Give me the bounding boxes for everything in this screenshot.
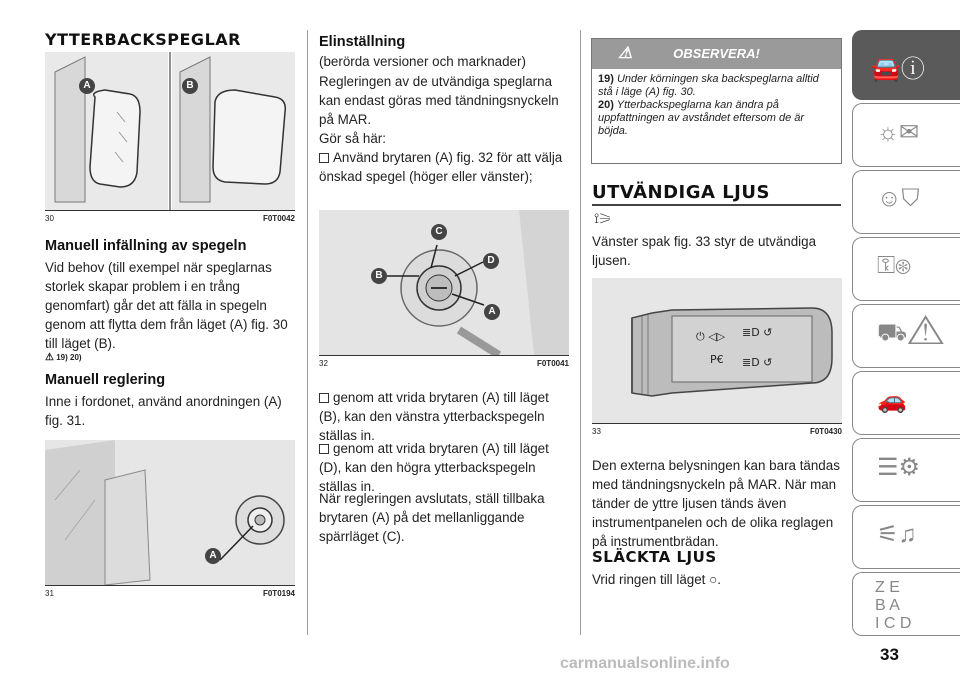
bullet-item: genom att vrida brytaren (A) till läget (B), kan den vänstra ytterbackspegeln ställas in.	[319, 390, 549, 443]
subheading-manual-fold: Manuell infällning av spegeln	[45, 238, 247, 254]
tab-specifications[interactable]	[852, 438, 960, 502]
paragraph: Den externa belysningen kan bara tändas med tändningsnyckeln på MAR. När man tänder de yttre ljusen tänds även instrumentpanelen och de olika reglagen på instrumentbrädan.	[592, 458, 840, 549]
label-a: A	[79, 78, 95, 94]
column-divider	[580, 30, 581, 635]
bullet-box-icon	[319, 444, 329, 454]
heading-rule	[592, 204, 841, 206]
tab-car-info[interactable]	[852, 30, 960, 100]
warning-header: ⚠ OBSERVERA!	[592, 39, 841, 69]
label-d: D	[483, 253, 499, 269]
tab-multimedia[interactable]	[852, 505, 960, 569]
figure-number: 30	[45, 214, 54, 223]
section-heading: YTTERBACKSPEGLAR	[45, 30, 241, 49]
svg-text:≣D ↺: ≣D ↺	[742, 356, 773, 369]
warning-box	[591, 38, 842, 164]
tab-driving[interactable]	[852, 237, 960, 301]
tab-emergency[interactable]	[852, 304, 960, 368]
label-a: A	[205, 548, 221, 564]
svg-text:≣D ↺: ≣D ↺	[742, 326, 773, 339]
paragraph: Regleringen av de utvändiga speglarna kan endast göras med tändningsnyckeln på MAR.	[319, 74, 559, 127]
figure-code: F0T0194	[262, 589, 295, 598]
figure-number: 32	[319, 359, 328, 368]
paragraph: Vid behov (till exempel när speglarnas storlek skapar problem i en trång genomfart) går det att fälla in spegeln genom att flytta dem från läget (A) fig. 30 till läget (B).	[45, 260, 288, 351]
bullet-box-icon	[319, 153, 329, 163]
specifications-icon: ☰⚙	[877, 454, 921, 481]
warning-refs: ⚠ 19) 20)	[45, 352, 82, 363]
warning-triangle-icon: ⚠	[618, 45, 633, 62]
label-b: B	[182, 78, 198, 94]
figure-code: F0T0041	[536, 359, 569, 368]
section-heading: UTVÄNDIGA LJUS	[592, 182, 770, 203]
warning-triangle-icon: ⚠	[45, 352, 54, 363]
light-stalk-illustration	[592, 278, 842, 423]
warning-item-19: 19) Under körningen ska backspeglarna alltid stå i läge (A) fig. 30.	[598, 73, 819, 98]
section-heading: SLÄCKTA LJUS	[592, 548, 717, 566]
safety-icon: ☺⛉	[877, 185, 920, 212]
label-a: A	[484, 304, 500, 320]
car-info-icon: 🚘ⓘ	[871, 56, 925, 83]
page-number: 33	[880, 645, 899, 664]
multimedia-icon: ⚟♫	[877, 521, 917, 548]
subheading-manual-adjust: Manuell reglering	[45, 372, 166, 388]
paragraph: Vänster spak fig. 33 styr de utvändiga ljusen.	[592, 234, 817, 268]
steering-wheel-icon: ⚿⊛	[877, 252, 911, 279]
bullet-item: Använd brytaren (A) fig. 32 för att välja önskad spegel (höger eller vänster);	[319, 150, 563, 184]
figure-number: 31	[45, 589, 54, 598]
figure-32	[319, 210, 569, 356]
bullet-box-icon	[319, 393, 329, 403]
exterior-lights-icon: ⟟⚞	[594, 210, 611, 226]
figure-31	[45, 440, 295, 586]
paragraph: Inne i fordonet, använd anordningen (A) fig. 31.	[45, 394, 282, 428]
index-icon: Z E B A I C D	[875, 579, 912, 632]
label-c: C	[431, 224, 447, 240]
warning-lights-icon: ☼✉	[877, 119, 920, 146]
svg-text:⏻ ◁▷: ⏻ ◁▷	[696, 330, 726, 343]
paragraph: Vrid ringen till läget ○.	[592, 572, 721, 587]
label-b: B	[371, 268, 387, 284]
paragraph: När regleringen avslutats, ställ tillbaka brytaren (A) på det mellanliggande spärrläget (C).	[319, 491, 545, 544]
tab-index[interactable]	[852, 572, 960, 636]
ring-off-icon: ○	[709, 572, 718, 587]
bullet-item: genom att vrida brytaren (A) till läget (D), kan den högra ytterbackspegeln ställas in.	[319, 441, 549, 494]
figure-code: F0T0042	[262, 214, 295, 223]
paragraph: Gör så här:	[319, 131, 386, 146]
figure-number: 33	[592, 427, 601, 436]
tab-warning-lights[interactable]	[852, 103, 960, 167]
figure-code: F0T0430	[809, 427, 842, 436]
figure-30	[45, 52, 295, 211]
subheading-electric: Elinställning	[319, 34, 406, 50]
maintenance-icon: 🚗	[877, 387, 907, 414]
tab-maintenance[interactable]	[852, 371, 960, 435]
mirror-illustration	[45, 52, 295, 210]
warning-body	[592, 69, 841, 142]
breakdown-icon: ⛟⚠	[877, 319, 945, 346]
paragraph-note: (berörda versioner och marknader)	[319, 54, 526, 69]
figure-33	[592, 278, 842, 424]
warning-item-20: 20) Ytterbackspeglarna kan ändra på uppfattningen av avståndet eftersom de är böjda.	[598, 99, 805, 137]
column-divider	[307, 30, 308, 635]
watermark: carmanualsonline.info	[560, 655, 730, 672]
svg-text:P€: P€	[710, 353, 724, 366]
mirror-adjuster-illustration	[45, 440, 295, 585]
tab-safety[interactable]	[852, 170, 960, 234]
